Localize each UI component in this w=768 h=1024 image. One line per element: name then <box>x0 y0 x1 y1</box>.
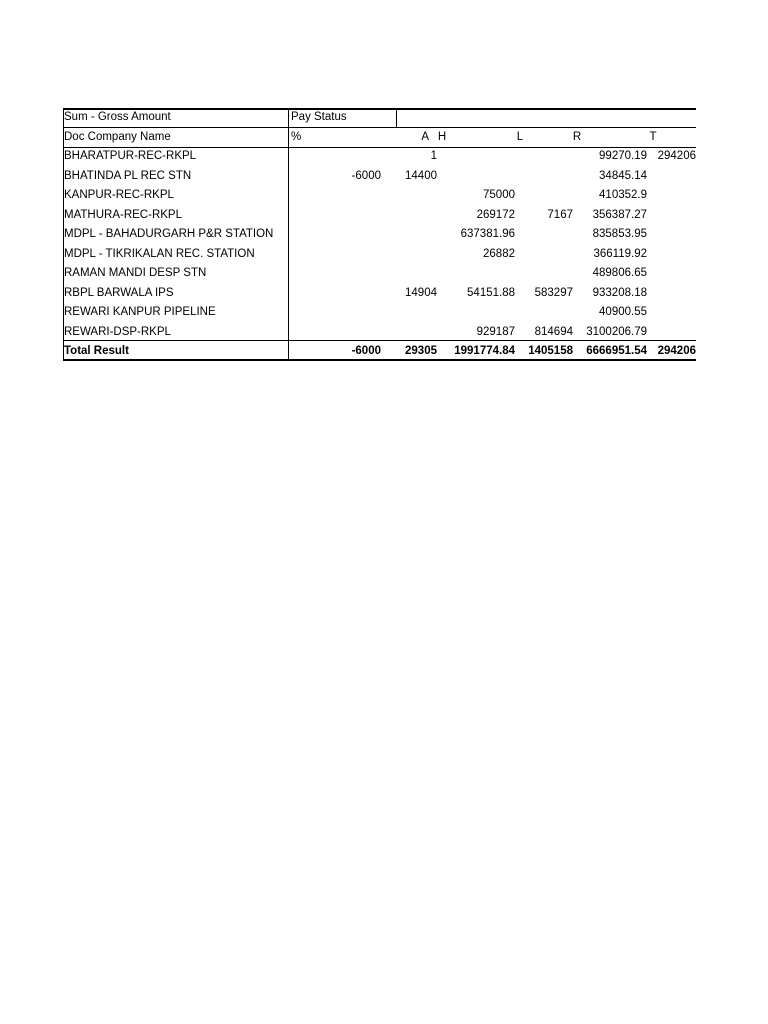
total-h[interactable]: 1991774.84 <box>454 345 515 357</box>
cell-l[interactable] <box>515 264 573 284</box>
table-row <box>63 186 696 206</box>
border-field-row-bottom <box>63 127 696 128</box>
cell-h[interactable]: 54151.88 <box>467 286 515 299</box>
column-header-pct[interactable]: % <box>291 130 302 143</box>
cell-r[interactable]: 835853.95 <box>592 228 647 240</box>
pivot-header-row <box>63 128 696 148</box>
column-header-a[interactable]: A <box>421 130 429 143</box>
cell-pct[interactable] <box>289 225 381 245</box>
cell-h[interactable]: 637381.96 <box>460 228 515 240</box>
cell-l[interactable] <box>515 186 573 206</box>
table-row <box>63 264 696 284</box>
cell-r[interactable]: 3100206.79 <box>586 325 647 338</box>
table-row <box>63 284 696 304</box>
row-label[interactable]: BHATINDA PL REC STN <box>64 169 192 182</box>
row-label[interactable]: REWARI-DSP-RKPL <box>64 325 171 338</box>
cell-a[interactable] <box>381 264 437 284</box>
cell-r[interactable]: 933208.18 <box>592 286 647 299</box>
cell-t[interactable] <box>647 264 696 284</box>
row-label[interactable]: MDPL - BAHADURGARH P&R STATION <box>64 228 274 240</box>
cell-pct[interactable] <box>289 206 381 226</box>
cell-a[interactable] <box>381 303 437 323</box>
column-header-l[interactable]: L <box>516 130 524 143</box>
cell-r[interactable]: 366119.92 <box>593 247 647 260</box>
cell-a[interactable] <box>381 186 437 206</box>
pivot-body <box>63 147 696 342</box>
cell-l[interactable]: 7167 <box>547 208 573 221</box>
cell-h[interactable]: 929187 <box>476 325 515 338</box>
border-left <box>63 108 64 361</box>
total-r[interactable]: 6666951.54 <box>586 345 647 357</box>
cell-t[interactable] <box>647 284 696 304</box>
cell-l[interactable] <box>515 147 573 167</box>
cell-a[interactable] <box>381 245 437 265</box>
cell-h[interactable]: 75000 <box>483 189 515 201</box>
cell-t[interactable]: 294206 <box>657 150 696 162</box>
cell-l[interactable] <box>515 225 573 245</box>
cell-pct[interactable]: -6000 <box>351 169 381 182</box>
cell-l[interactable] <box>515 303 573 323</box>
border-header-bottom <box>63 147 696 148</box>
cell-r[interactable]: 99270.19 <box>599 150 647 162</box>
cell-t[interactable] <box>647 303 696 323</box>
row-label[interactable]: BHARATPUR-REC-RKPL <box>64 150 197 162</box>
column-header-h[interactable]: H <box>437 130 447 143</box>
row-label[interactable]: MATHURA-REC-RKPL <box>64 208 182 221</box>
border-top <box>63 108 696 110</box>
border-label-divider <box>288 108 289 361</box>
cell-h[interactable] <box>437 264 515 284</box>
cell-h[interactable] <box>437 147 515 167</box>
row-field-label[interactable]: Doc Company Name <box>64 130 171 143</box>
cell-l[interactable]: 583297 <box>534 286 573 299</box>
cell-r[interactable]: 489806.65 <box>592 267 647 279</box>
total-a[interactable]: 29305 <box>405 345 437 357</box>
column-header-r[interactable]: R <box>572 130 582 143</box>
table-row <box>63 303 696 323</box>
cell-a[interactable]: 14904 <box>405 286 437 299</box>
cell-r[interactable]: 40900.55 <box>599 306 647 318</box>
table-row <box>63 225 696 245</box>
border-bottom <box>63 359 696 361</box>
total-l[interactable]: 1405158 <box>528 345 573 357</box>
cell-t[interactable] <box>647 167 696 187</box>
cell-pct[interactable] <box>289 245 381 265</box>
cell-a[interactable]: 1 <box>430 150 437 162</box>
cell-pct[interactable] <box>289 186 381 206</box>
cell-h[interactable]: 269172 <box>476 208 515 221</box>
table-row <box>63 167 696 187</box>
cell-h[interactable] <box>437 167 515 187</box>
row-label[interactable]: RAMAN MANDI DESP STN <box>64 267 207 279</box>
cell-h[interactable]: 26882 <box>483 247 515 260</box>
cell-pct[interactable] <box>289 147 381 167</box>
cell-a[interactable]: 14400 <box>405 169 437 182</box>
cell-l[interactable]: 814694 <box>534 325 573 338</box>
row-label[interactable]: KANPUR-REC-RKPL <box>64 189 174 201</box>
row-label[interactable]: RBPL BARWALA IPS <box>64 286 174 299</box>
cell-pct[interactable] <box>289 303 381 323</box>
total-t[interactable]: 294206 <box>657 345 696 357</box>
cell-r[interactable]: 356387.27 <box>592 208 647 221</box>
corner-label[interactable]: Sum - Gross Amount <box>64 111 171 123</box>
cell-t[interactable] <box>647 186 696 206</box>
cell-r[interactable]: 410352.9 <box>599 189 647 201</box>
cell-r[interactable]: 34845.14 <box>599 169 647 182</box>
cell-pct[interactable] <box>289 264 381 284</box>
row-label[interactable]: MDPL - TIKRIKALAN REC. STATION <box>64 247 255 260</box>
cell-l[interactable] <box>515 167 573 187</box>
pivot-field-row <box>63 108 696 128</box>
cell-l[interactable] <box>515 245 573 265</box>
table-row <box>63 147 696 167</box>
border-pay-status-right <box>396 108 397 128</box>
row-label[interactable]: REWARI KANPUR PIPELINE <box>64 306 216 318</box>
cell-t[interactable] <box>647 225 696 245</box>
total-pct[interactable]: -6000 <box>351 345 381 357</box>
cell-t[interactable] <box>647 206 696 226</box>
cell-t[interactable] <box>647 245 696 265</box>
border-total-top <box>63 340 696 341</box>
table-row <box>63 245 696 265</box>
table-row <box>63 206 696 226</box>
cell-h[interactable] <box>437 303 515 323</box>
total-label[interactable]: Total Result <box>64 345 129 357</box>
cell-a[interactable] <box>381 206 437 226</box>
cell-pct[interactable] <box>289 284 381 304</box>
column-header-t[interactable]: T <box>649 130 657 143</box>
column-field-label[interactable]: Pay Status <box>291 111 347 123</box>
cell-a[interactable] <box>381 225 437 245</box>
